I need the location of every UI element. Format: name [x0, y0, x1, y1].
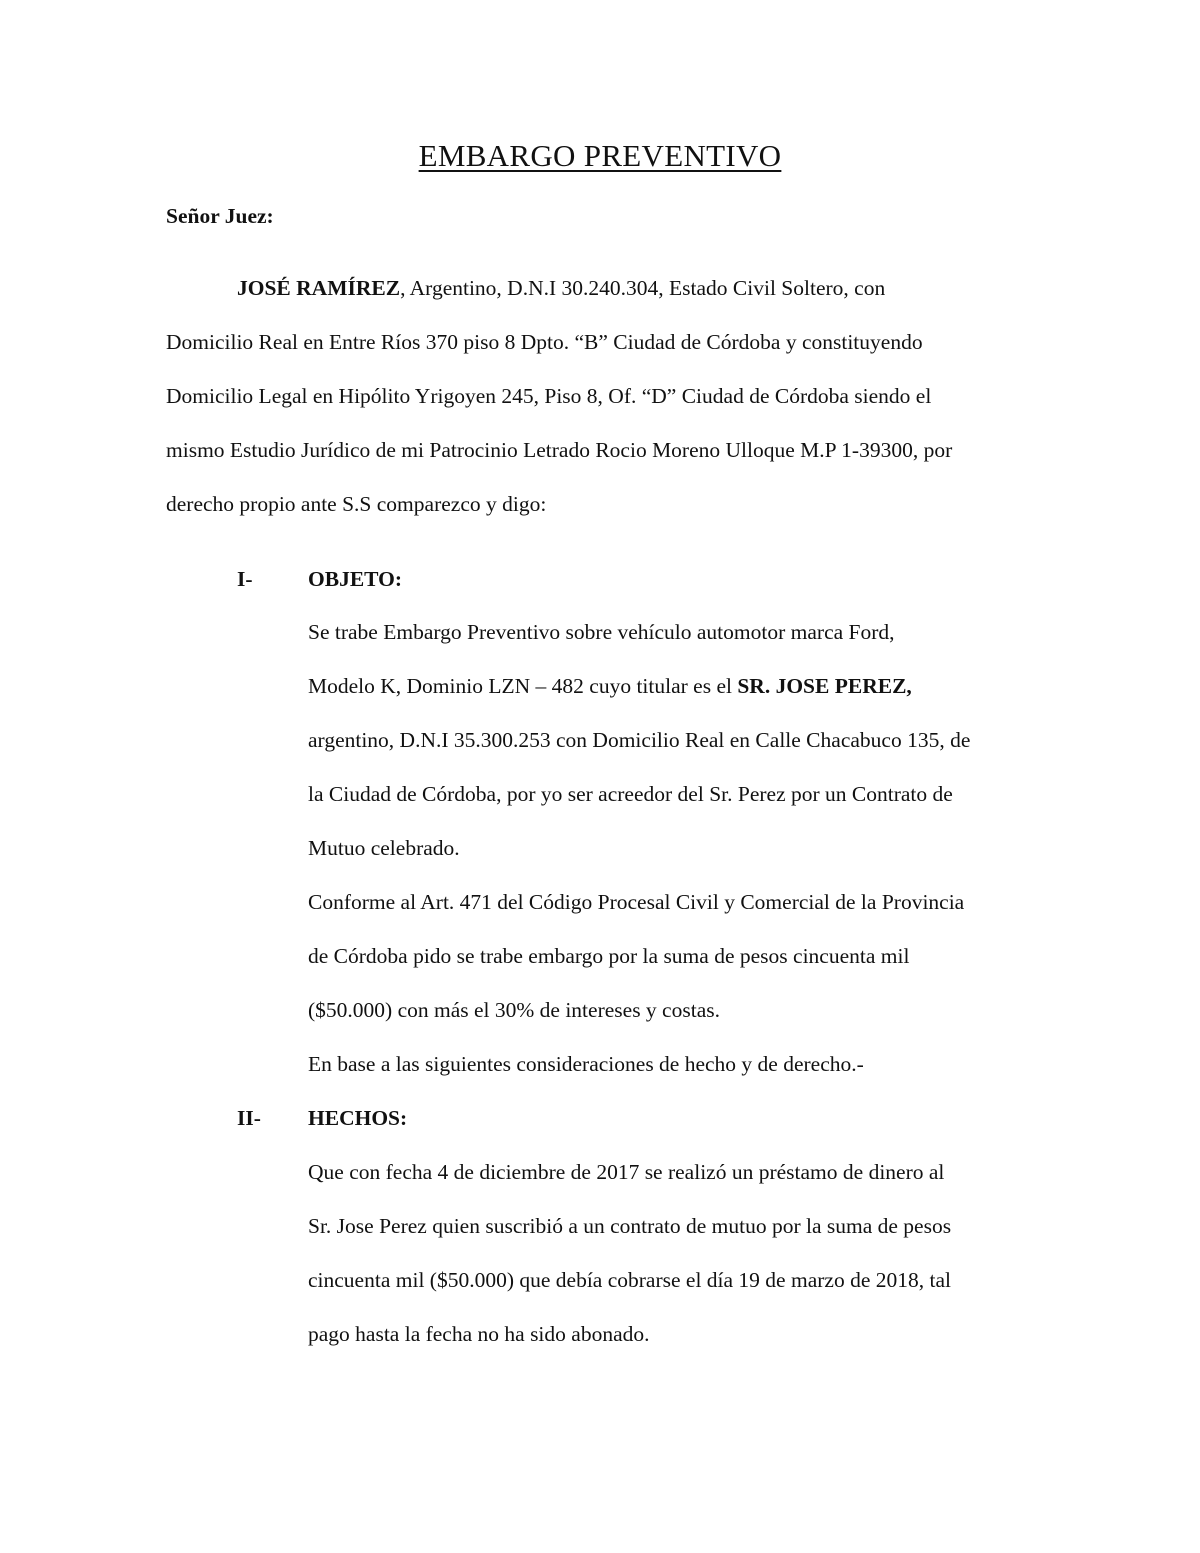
intro-line-2: Domicilio Real en Entre Ríos 370 piso 8 Dpto. “B” Ciudad de Córdoba y constituyendo — [166, 330, 923, 354]
document-title: EMBARGO PREVENTIVO — [418, 138, 782, 173]
section-1-line-6: Conforme al Art. 471 del Código Procesal Civil y Comercial de la Provincia — [308, 890, 965, 914]
section-1-heading: OBJETO: — [308, 567, 402, 591]
intro-line-3: Domicilio Legal en Hipólito Yrigoyen 245, Piso 8, Of. “D” Ciudad de Córdoba siendo el — [166, 384, 932, 408]
intro-line-1 — [237, 278, 885, 300]
section-1-line-3: argentino, D.N.I 35.300.253 con Domicilio Real en Calle Chacabuco 135, de — [308, 728, 971, 752]
intro-line-4: mismo Estudio Jurídico de mi Patrocinio Letrado Rocio Moreno Ulloque M.P 1-39300, por — [166, 438, 953, 462]
section-1-line-1: Se trabe Embargo Preventivo sobre vehículo automotor marca Ford, — [308, 620, 895, 644]
intro-line-1-rest: , Argentino, D.N.I 30.240.304, Estado Civil Soltero, con — [400, 276, 886, 300]
debtor-name: SR. JOSE PEREZ, — [737, 674, 912, 698]
section-2-line-1: Que con fecha 4 de diciembre de 2017 se realizó un préstamo de dinero al — [308, 1160, 945, 1184]
section-1-line-2 — [308, 676, 912, 698]
section-1-line-2-text: Modelo K, Dominio LZN – 482 cuyo titular es el — [308, 674, 738, 698]
section-1-line-8: ($50.000) con más el 30% de intereses y costas. — [308, 998, 720, 1022]
section-1-line-9: En base a las siguientes consideraciones de hecho y de derecho.- — [308, 1052, 864, 1076]
section-1-line-5: Mutuo celebrado. — [308, 836, 460, 860]
salutation: Señor Juez: — [166, 204, 274, 228]
section-2-heading: HECHOS: — [308, 1106, 408, 1130]
section-1-numeral: I- — [237, 567, 253, 591]
party-name: JOSÉ RAMÍREZ — [237, 276, 401, 300]
section-2-numeral: II- — [237, 1106, 261, 1130]
section-2-line-4: pago hasta la fecha no ha sido abonado. — [308, 1322, 650, 1346]
section-2-line-2: Sr. Jose Perez quien suscribió a un contrato de mutuo por la suma de pesos — [308, 1214, 952, 1238]
section-2-line-3: cincuenta mil ($50.000) que debía cobrarse el día 19 de marzo de 2018, tal — [308, 1268, 951, 1292]
intro-line-5: derecho propio ante S.S comparezco y digo: — [166, 492, 547, 516]
section-1-line-7: de Córdoba pido se trabe embargo por la suma de pesos cincuenta mil — [308, 944, 910, 968]
section-1-line-4: la Ciudad de Córdoba, por yo ser acreedor del Sr. Perez por un Contrato de — [308, 782, 953, 806]
